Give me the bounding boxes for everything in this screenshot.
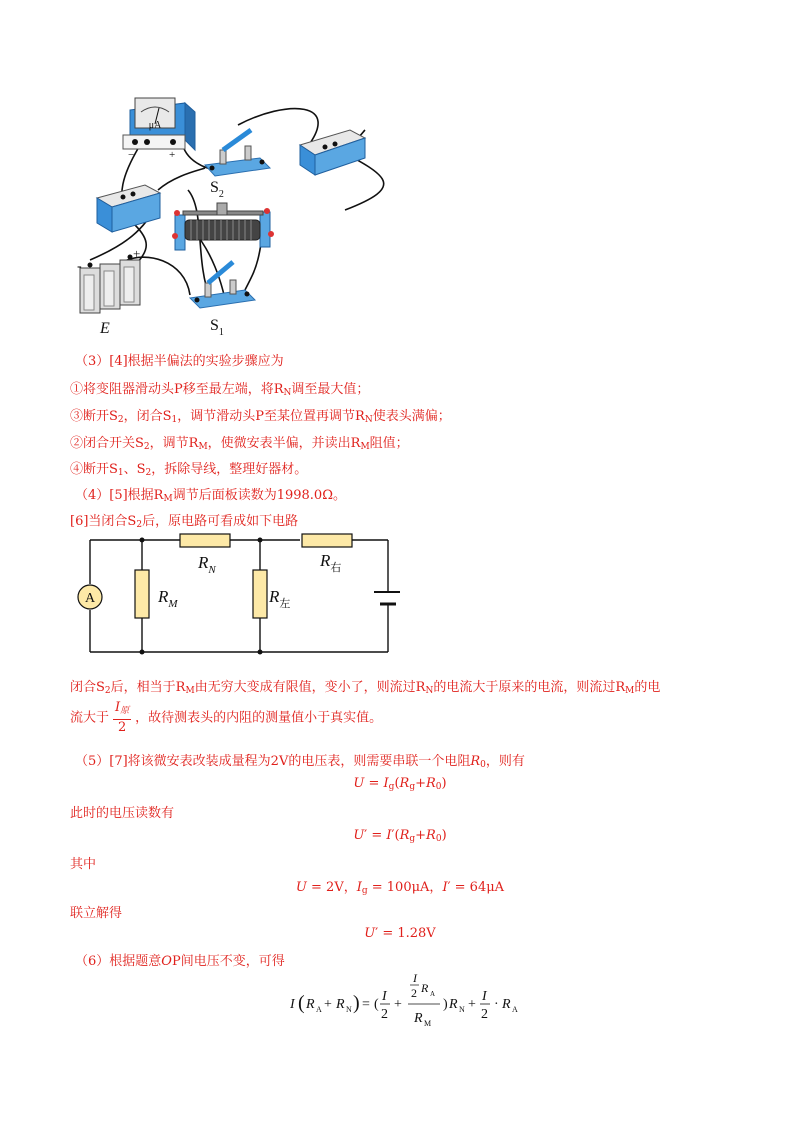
s2-sub: 2 [218, 189, 224, 200]
text-where: 其中 [70, 857, 97, 872]
meter-minus: − [128, 149, 135, 161]
svg-text:+: + [324, 997, 332, 1012]
rm-sub: M [168, 598, 178, 610]
section3-heading: （3）[4]根据半偏法的实验步骤应为 [75, 354, 284, 369]
meter-plus: + [169, 149, 176, 161]
text-solve: 联立解得 [70, 906, 123, 921]
svg-text:R: R [502, 997, 511, 1012]
svg-text:): ) [443, 997, 448, 1012]
rright-label: R [320, 551, 331, 570]
svg-text:(: ( [374, 997, 379, 1012]
resistor-rright [302, 534, 352, 547]
frac-num: $I_原$ [113, 700, 131, 720]
svg-text:M: M [424, 1019, 432, 1028]
svg-text:S1 [210, 317, 224, 338]
resistor-rleft [253, 570, 267, 618]
svg-text:(: ( [298, 992, 305, 1014]
section6-heading: （6）根据题意OP间电压不变，可得 [75, 954, 285, 969]
svg-text:A: A [316, 1005, 322, 1014]
rheostat [172, 203, 274, 250]
svg-text:): ) [353, 992, 360, 1014]
equation-2: $U' = I'(R_g+R_0)$ [353, 828, 447, 844]
i-original-over-2 [113, 700, 131, 736]
s2-label: S [210, 179, 219, 196]
battery [77, 246, 140, 313]
resistance-box-left [97, 185, 160, 232]
svg-text:A: A [512, 1005, 518, 1014]
section4-line2: [6]当闭合$S_2$后，原电路可看成如下电路 [70, 514, 299, 530]
step-2: ②闭合开关$S_2$，调节$R_M$，使微安表半偏，并读出$R_M$阻值； [70, 436, 409, 452]
analysis-post: ，故待测表头的内阻的测量值小于真实值。 [135, 710, 383, 726]
resistor-rn [180, 534, 230, 547]
battery-plus: + [133, 246, 141, 261]
svg-text:I: I [413, 971, 417, 985]
svg-text:R: R [414, 1011, 423, 1026]
svg-text:+: + [468, 997, 476, 1012]
resistor-rm [135, 570, 149, 618]
analysis-line2 [70, 700, 382, 736]
svg-text:N: N [459, 1005, 465, 1014]
svg-text:I: I [382, 989, 387, 1004]
svg-text:RM [157, 587, 178, 610]
frac-den: 2 [117, 720, 127, 735]
rleft-sub: 左 [279, 598, 291, 610]
microammeter [123, 98, 195, 161]
s1-label: S [210, 317, 219, 334]
svg-text:2: 2 [481, 1007, 488, 1022]
switch-s1 [190, 262, 255, 308]
resistance-box-right [300, 130, 365, 175]
rleft-label: R [269, 587, 280, 606]
svg-text:R: R [306, 997, 315, 1012]
rm-label: R [158, 587, 169, 606]
svg-text:R: R [449, 997, 458, 1012]
svg-text:I: I [290, 997, 295, 1012]
svg-text:R右 [319, 551, 341, 574]
svg-text:=: = [362, 997, 370, 1012]
ammeter-label: A [84, 591, 96, 606]
svg-text:S2 [210, 179, 224, 200]
svg-text:+: + [394, 997, 402, 1012]
section4-line1: （4）[5]根据$R_M$调节后面板读数为1998.0Ω。 [75, 488, 346, 504]
equation-4: U′ = 1.28V [364, 926, 436, 941]
battery-minus: - [77, 259, 82, 274]
svg-text:R左 [268, 587, 290, 610]
analysis-pre: 流大于 [70, 710, 110, 726]
final-equation [290, 968, 550, 1038]
step-1: ①将变阻器滑动头P移至最左端，将$R_N$调至最大值； [70, 382, 370, 398]
equation-1: $U = I_g(R_g+R_0)$ [353, 776, 447, 792]
step-4: ④断开$S_1$、$S_2$，拆除导线，整理好器材。 [70, 462, 308, 478]
rn-label: R [198, 553, 209, 572]
s1-sub: 1 [218, 327, 224, 338]
equation-3: U = 2V，$I_g = 100\mu A$，I′ = 64μA [295, 880, 505, 896]
svg-text:I: I [482, 989, 487, 1004]
svg-text:R: R [421, 981, 429, 995]
svg-text:2: 2 [381, 1007, 388, 1022]
switch-s2 [205, 130, 270, 176]
equivalent-circuit [70, 530, 400, 660]
svg-text:A: A [430, 990, 436, 998]
step-3: ③断开$S_2$，闭合$S_1$，调节滑动头P至某位置再调节$R_N$使表头满偏； [70, 409, 451, 425]
rn-sub: N [208, 564, 216, 576]
rright-sub: 右 [330, 562, 342, 574]
analysis-line1: 闭合$S_2$后，相当于$R_M$由无穷大变成有限值，变小了，则流过$R_N$的电流大于原来的电流，则流过$R_M$的电 [70, 680, 661, 696]
text-reading: 此时的电压读数有 [70, 806, 175, 821]
battery-label: E [100, 320, 110, 337]
meter-label: μA [148, 120, 162, 131]
apparatus-diagram [55, 0, 455, 345]
section5-heading: （5）[7]将该微安表改装成量程为2V的电压表，则需要串联一个电阻$R_0$，则有 [75, 754, 525, 770]
svg-text:N: N [346, 1005, 352, 1014]
svg-text:RN [197, 553, 216, 576]
svg-text:R: R [336, 997, 345, 1012]
svg-text:2: 2 [411, 986, 417, 1000]
svg-text:·: · [494, 997, 499, 1012]
